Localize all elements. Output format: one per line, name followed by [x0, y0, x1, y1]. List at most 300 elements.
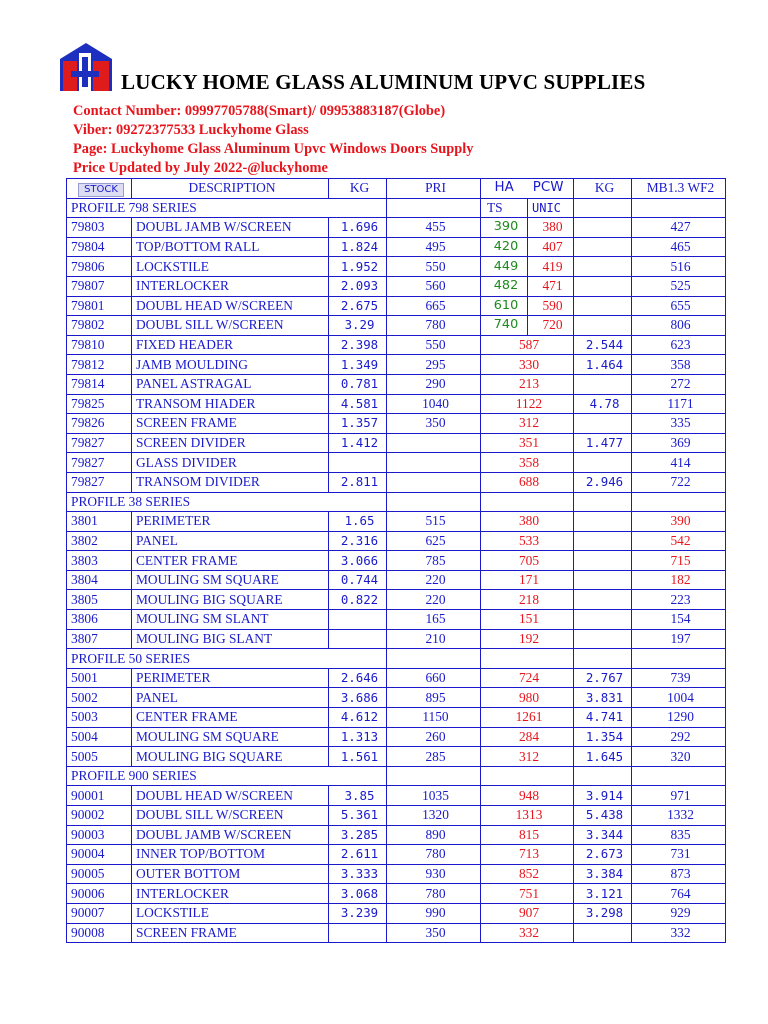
- kg2-cell: [574, 923, 632, 943]
- contact-number: Contact Number: 09997705788(Smart)/ 09953883187(Globe): [73, 103, 446, 119]
- pri-cell: 1040: [387, 394, 481, 414]
- table-cell: [632, 492, 726, 512]
- description-cell: PANEL ASTRAGAL: [132, 374, 329, 394]
- pri-cell: 515: [387, 512, 481, 532]
- kg2-cell: 5.438: [574, 806, 632, 826]
- table-cell: [632, 198, 726, 218]
- house-logo-icon: [60, 43, 112, 91]
- pri-cell: 890: [387, 825, 481, 845]
- kg-cell: 1.824: [329, 237, 387, 257]
- description-cell: MOULING SM SQUARE: [132, 570, 329, 590]
- ha-pcw-cell: 358: [481, 453, 574, 473]
- stock-code: 3807: [67, 629, 132, 649]
- kg2-cell: [574, 629, 632, 649]
- kg2-cell: 1.477: [574, 433, 632, 453]
- mb-cell: 655: [632, 296, 726, 316]
- description-cell: PERIMETER: [132, 668, 329, 688]
- ha-pcw-cell: 1313: [481, 806, 574, 826]
- kg2-cell: 1.645: [574, 747, 632, 767]
- table-row: [67, 903, 726, 923]
- unic-price-cell: 720: [528, 316, 574, 336]
- stock-code: 5001: [67, 668, 132, 688]
- mb-cell: 929: [632, 903, 726, 923]
- table-row: [67, 433, 726, 453]
- unic-price-cell: 419: [528, 257, 574, 277]
- unic-price-cell: 380: [528, 218, 574, 238]
- unic-price-cell: 407: [528, 237, 574, 257]
- pri-cell: [387, 453, 481, 473]
- section-title: PROFILE 900 SERIES: [67, 766, 387, 786]
- stock-code: 5003: [67, 708, 132, 728]
- table-cell: [481, 766, 574, 786]
- table-cell: [574, 492, 632, 512]
- table-header-row: [67, 179, 726, 199]
- kg-cell: 2.398: [329, 335, 387, 355]
- table-row: [67, 845, 726, 865]
- kg-cell: 3.239: [329, 903, 387, 923]
- kg2-cell: 1.464: [574, 355, 632, 375]
- kg2-cell: 3.344: [574, 825, 632, 845]
- pri-cell: 290: [387, 374, 481, 394]
- table-row: [67, 610, 726, 630]
- stock-code: 3806: [67, 610, 132, 630]
- ts-price-cell: 482: [481, 276, 528, 296]
- pri-cell: 780: [387, 316, 481, 336]
- pri-cell: 350: [387, 414, 481, 434]
- description-cell: DOUBL SILL W/SCREEN: [132, 316, 329, 336]
- pri-cell: 495: [387, 237, 481, 257]
- mb-cell: 516: [632, 257, 726, 277]
- mb-header: MB1.3 WF2: [632, 179, 726, 199]
- kg2-cell: [574, 296, 632, 316]
- kg-cell: 4.581: [329, 394, 387, 414]
- section-title: PROFILE 798 SERIES: [67, 198, 387, 218]
- kg2-cell: [574, 257, 632, 277]
- mb-cell: 1332: [632, 806, 726, 826]
- kg2-cell: 3.298: [574, 903, 632, 923]
- table-row: [67, 276, 726, 296]
- kg2-cell: [574, 570, 632, 590]
- description-cell: LOCKSTILE: [132, 257, 329, 277]
- stock-code: 90008: [67, 923, 132, 943]
- table-row: [67, 512, 726, 532]
- mb-cell: 835: [632, 825, 726, 845]
- description-cell: DOUBL JAMB W/SCREEN: [132, 218, 329, 238]
- ts-price-cell: 449: [481, 257, 528, 277]
- pri-cell: 930: [387, 864, 481, 884]
- ts-label: TS: [481, 198, 528, 218]
- description-cell: SCREEN FRAME: [132, 414, 329, 434]
- pri-cell: 785: [387, 551, 481, 571]
- mb-cell: 1004: [632, 688, 726, 708]
- description-cell: INTERLOCKER: [132, 884, 329, 904]
- ha-pcw-cell: 380: [481, 512, 574, 532]
- pri-cell: 550: [387, 257, 481, 277]
- description-cell: LOCKSTILE: [132, 903, 329, 923]
- kg-cell: 1.65: [329, 512, 387, 532]
- stock-code: 3802: [67, 531, 132, 551]
- table-row: [67, 335, 726, 355]
- kg-cell: 1.412: [329, 433, 387, 453]
- kg-cell: 3.85: [329, 786, 387, 806]
- stock-code: 79806: [67, 257, 132, 277]
- description-cell: CENTER FRAME: [132, 708, 329, 728]
- stock-code: 79825: [67, 394, 132, 414]
- stock-code: 5004: [67, 727, 132, 747]
- stock-header: STOCK: [78, 183, 124, 197]
- kg-cell: 1.952: [329, 257, 387, 277]
- table-row: [67, 806, 726, 826]
- pri-cell: 625: [387, 531, 481, 551]
- kg2-cell: [574, 218, 632, 238]
- kg2-cell: 2.544: [574, 335, 632, 355]
- mb-cell: 292: [632, 727, 726, 747]
- stock-code: 3801: [67, 512, 132, 532]
- kg-cell: 3.285: [329, 825, 387, 845]
- description-cell: PANEL: [132, 688, 329, 708]
- ha-pcw-cell: 312: [481, 414, 574, 434]
- table-row: [67, 825, 726, 845]
- stock-code: 3803: [67, 551, 132, 571]
- ha-pcw-cell: 713: [481, 845, 574, 865]
- stock-code: 5005: [67, 747, 132, 767]
- table-row: [67, 394, 726, 414]
- table-row: [67, 747, 726, 767]
- description-cell: SCREEN DIVIDER: [132, 433, 329, 453]
- mb-cell: 1171: [632, 394, 726, 414]
- kg-cell: [329, 610, 387, 630]
- pri-cell: 210: [387, 629, 481, 649]
- table-row: [67, 688, 726, 708]
- table-row: [67, 570, 726, 590]
- table-row: [67, 864, 726, 884]
- pri-cell: 455: [387, 218, 481, 238]
- pri-cell: 990: [387, 903, 481, 923]
- pri-cell: 165: [387, 610, 481, 630]
- description-header: DESCRIPTION: [132, 179, 329, 199]
- table-row: [67, 218, 726, 238]
- stock-code: 79807: [67, 276, 132, 296]
- viber-contact: Viber: 09272377533 Luckyhome Glass: [73, 122, 309, 138]
- mb-cell: 739: [632, 668, 726, 688]
- ha-pcw-cell: 151: [481, 610, 574, 630]
- table-cell: [574, 198, 632, 218]
- ha-pcw-cell: 815: [481, 825, 574, 845]
- ts-price-cell: 740: [481, 316, 528, 336]
- mb-cell: 806: [632, 316, 726, 336]
- stock-code: 90007: [67, 903, 132, 923]
- unic-price-cell: 471: [528, 276, 574, 296]
- kg-cell: 3.068: [329, 884, 387, 904]
- kg-cell: 1.349: [329, 355, 387, 375]
- pri-cell: 560: [387, 276, 481, 296]
- stock-code: 79803: [67, 218, 132, 238]
- kg2-cell: [574, 531, 632, 551]
- description-cell: INTERLOCKER: [132, 276, 329, 296]
- pri-cell: 295: [387, 355, 481, 375]
- description-cell: TOP/BOTTOM RALL: [132, 237, 329, 257]
- kg2-cell: 1.354: [574, 727, 632, 747]
- mb-cell: 223: [632, 590, 726, 610]
- mb-cell: 182: [632, 570, 726, 590]
- pri-cell: [387, 433, 481, 453]
- stock-code: 79827: [67, 433, 132, 453]
- kg-cell: 0.744: [329, 570, 387, 590]
- mb-cell: 1290: [632, 708, 726, 728]
- stock-code: 79814: [67, 374, 132, 394]
- kg2-cell: 3.914: [574, 786, 632, 806]
- kg2-cell: 2.673: [574, 845, 632, 865]
- kg-cell: 2.093: [329, 276, 387, 296]
- table-cell: [574, 649, 632, 669]
- kg2-cell: 4.78: [574, 394, 632, 414]
- unic-label: UNIC: [528, 198, 574, 218]
- description-cell: DOUBL HEAD W/SCREEN: [132, 786, 329, 806]
- unic-price-cell: 590: [528, 296, 574, 316]
- mb-cell: 731: [632, 845, 726, 865]
- kg-cell: 3.333: [329, 864, 387, 884]
- description-cell: MOULING SM SQUARE: [132, 727, 329, 747]
- kg2-cell: [574, 590, 632, 610]
- ha-pcw-cell: 688: [481, 472, 574, 492]
- mb-cell: 465: [632, 237, 726, 257]
- description-cell: SCREEN FRAME: [132, 923, 329, 943]
- ts-price-cell: 390: [481, 218, 528, 238]
- table-row: [67, 453, 726, 473]
- table-row: [67, 316, 726, 336]
- description-cell: GLASS DIVIDER: [132, 453, 329, 473]
- kg-cell: [329, 923, 387, 943]
- stock-code: 79801: [67, 296, 132, 316]
- mb-cell: 197: [632, 629, 726, 649]
- table-cell: [574, 766, 632, 786]
- pri-cell: 895: [387, 688, 481, 708]
- mb-cell: 542: [632, 531, 726, 551]
- pri-header: PRI: [387, 179, 481, 199]
- price-table: [66, 178, 726, 943]
- description-cell: PANEL: [132, 531, 329, 551]
- table-row: [67, 472, 726, 492]
- table-row: [67, 629, 726, 649]
- mb-cell: 390: [632, 512, 726, 532]
- mb-cell: 332: [632, 923, 726, 943]
- mb-cell: 272: [632, 374, 726, 394]
- kg2-cell: [574, 374, 632, 394]
- kg2-cell: [574, 453, 632, 473]
- ha-pcw-cell: 171: [481, 570, 574, 590]
- table-row: [67, 590, 726, 610]
- kg-cell: 2.316: [329, 531, 387, 551]
- ha-pcw-cell: 852: [481, 864, 574, 884]
- ha-pcw-cell: 213: [481, 374, 574, 394]
- stock-code: 79812: [67, 355, 132, 375]
- mb-cell: 971: [632, 786, 726, 806]
- table-cell: [481, 649, 574, 669]
- stock-code: 5002: [67, 688, 132, 708]
- table-cell: [632, 766, 726, 786]
- stock-code: 90001: [67, 786, 132, 806]
- table-cell: [632, 649, 726, 669]
- ha-pcw-cell: 351: [481, 433, 574, 453]
- pri-cell: 665: [387, 296, 481, 316]
- kg2-cell: 2.767: [574, 668, 632, 688]
- table-row: [67, 296, 726, 316]
- kg-cell: [329, 453, 387, 473]
- kg-cell: 1.561: [329, 747, 387, 767]
- mb-cell: 525: [632, 276, 726, 296]
- mb-cell: 320: [632, 747, 726, 767]
- ha-pcw-cell: 907: [481, 903, 574, 923]
- description-cell: MOULING BIG SQUARE: [132, 590, 329, 610]
- section-row: [67, 198, 726, 218]
- mb-cell: 335: [632, 414, 726, 434]
- pri-cell: 1150: [387, 708, 481, 728]
- description-cell: FIXED HEADER: [132, 335, 329, 355]
- pri-cell: 550: [387, 335, 481, 355]
- ha-pcw-cell: 192: [481, 629, 574, 649]
- section-row: [67, 649, 726, 669]
- description-cell: MOULING SM SLANT: [132, 610, 329, 630]
- ha-pcw-cell: 751: [481, 884, 574, 904]
- stock-code: 79802: [67, 316, 132, 336]
- section-row: [67, 492, 726, 512]
- pri-cell: 350: [387, 923, 481, 943]
- description-cell: PERIMETER: [132, 512, 329, 532]
- pri-cell: 780: [387, 884, 481, 904]
- ha-pcw-cell: 724: [481, 668, 574, 688]
- pri-cell: 780: [387, 845, 481, 865]
- ha-pcw-cell: 330: [481, 355, 574, 375]
- section-title: PROFILE 50 SERIES: [67, 649, 387, 669]
- stock-code: 79826: [67, 414, 132, 434]
- description-cell: DOUBL HEAD W/SCREEN: [132, 296, 329, 316]
- kg-cell: 0.822: [329, 590, 387, 610]
- mb-cell: 873: [632, 864, 726, 884]
- ha-pcw-cell: 980: [481, 688, 574, 708]
- kg2-cell: 3.831: [574, 688, 632, 708]
- description-cell: INNER TOP/BOTTOM: [132, 845, 329, 865]
- kg2-cell: 4.741: [574, 708, 632, 728]
- pcw-header: PCW: [532, 180, 564, 196]
- page-info: Page: Luckyhome Glass Aluminum Upvc Windows Doors Supply: [73, 141, 474, 157]
- ha-pcw-cell: 705: [481, 551, 574, 571]
- description-cell: DOUBL SILL W/SCREEN: [132, 806, 329, 826]
- pri-cell: 220: [387, 570, 481, 590]
- ha-pcw-cell: 312: [481, 747, 574, 767]
- kg2-cell: [574, 316, 632, 336]
- mb-cell: 414: [632, 453, 726, 473]
- kg-cell: 2.611: [329, 845, 387, 865]
- ha-pcw-cell: 332: [481, 923, 574, 943]
- table-row: [67, 414, 726, 434]
- kg2-cell: 3.121: [574, 884, 632, 904]
- kg2-cell: [574, 414, 632, 434]
- ts-price-cell: 420: [481, 237, 528, 257]
- ha-pcw-cell: 284: [481, 727, 574, 747]
- kg-cell: 3.29: [329, 316, 387, 336]
- kg-header: KG: [329, 179, 387, 199]
- kg-cell: 3.686: [329, 688, 387, 708]
- kg-cell: 3.066: [329, 551, 387, 571]
- pri-cell: 285: [387, 747, 481, 767]
- kg-cell: 5.361: [329, 806, 387, 826]
- stock-code: 79827: [67, 453, 132, 473]
- ha-pcw-cell: 1122: [481, 394, 574, 414]
- mb-cell: 154: [632, 610, 726, 630]
- description-cell: JAMB MOULDING: [132, 355, 329, 375]
- kg-cell: 0.781: [329, 374, 387, 394]
- mb-cell: 358: [632, 355, 726, 375]
- description-cell: MOULING BIG SQUARE: [132, 747, 329, 767]
- kg2-cell: [574, 551, 632, 571]
- pri-cell: 1320: [387, 806, 481, 826]
- price-updated: Price Updated by July 2022-@luckyhome: [73, 160, 328, 176]
- stock-code: 90005: [67, 864, 132, 884]
- description-cell: OUTER BOTTOM: [132, 864, 329, 884]
- pri-cell: 260: [387, 727, 481, 747]
- stock-code: 3804: [67, 570, 132, 590]
- stock-code: 3805: [67, 590, 132, 610]
- ha-pcw-cell: 587: [481, 335, 574, 355]
- kg2-header: KG: [574, 179, 632, 199]
- table-cell: [387, 649, 481, 669]
- page-title: LUCKY HOME GLASS ALUMINUM UPVC SUPPLIES: [121, 70, 646, 94]
- kg-cell: 1.357: [329, 414, 387, 434]
- table-row: [67, 727, 726, 747]
- table-row: [67, 884, 726, 904]
- kg2-cell: 3.384: [574, 864, 632, 884]
- kg2-cell: [574, 237, 632, 257]
- table-row: [67, 257, 726, 277]
- kg-cell: 1.696: [329, 218, 387, 238]
- kg2-cell: 2.946: [574, 472, 632, 492]
- pri-cell: 660: [387, 668, 481, 688]
- stock-code: 90003: [67, 825, 132, 845]
- mb-cell: 623: [632, 335, 726, 355]
- mb-cell: 764: [632, 884, 726, 904]
- table-row: [67, 923, 726, 943]
- table-row: [67, 708, 726, 728]
- description-cell: CENTER FRAME: [132, 551, 329, 571]
- mb-cell: 369: [632, 433, 726, 453]
- kg-cell: [329, 629, 387, 649]
- ha-pcw-cell: 533: [481, 531, 574, 551]
- description-cell: DOUBL JAMB W/SCREEN: [132, 825, 329, 845]
- kg2-cell: [574, 610, 632, 630]
- pri-cell: 1035: [387, 786, 481, 806]
- section-row: [67, 766, 726, 786]
- table-row: [67, 668, 726, 688]
- ha-pcw-header: [481, 179, 574, 199]
- table-cell: [481, 492, 574, 512]
- stock-code: 79810: [67, 335, 132, 355]
- mb-cell: 722: [632, 472, 726, 492]
- table-row: [67, 551, 726, 571]
- stock-code: 79804: [67, 237, 132, 257]
- stock-code: 79827: [67, 472, 132, 492]
- ha-pcw-cell: 948: [481, 786, 574, 806]
- section-title: PROFILE 38 SERIES: [67, 492, 387, 512]
- pri-cell: [387, 472, 481, 492]
- mb-cell: 715: [632, 551, 726, 571]
- kg-cell: 2.811: [329, 472, 387, 492]
- kg-cell: 4.612: [329, 708, 387, 728]
- table-cell: [387, 766, 481, 786]
- table-cell: [387, 198, 481, 218]
- kg-cell: 1.313: [329, 727, 387, 747]
- stock-code: 90004: [67, 845, 132, 865]
- ha-pcw-cell: 1261: [481, 708, 574, 728]
